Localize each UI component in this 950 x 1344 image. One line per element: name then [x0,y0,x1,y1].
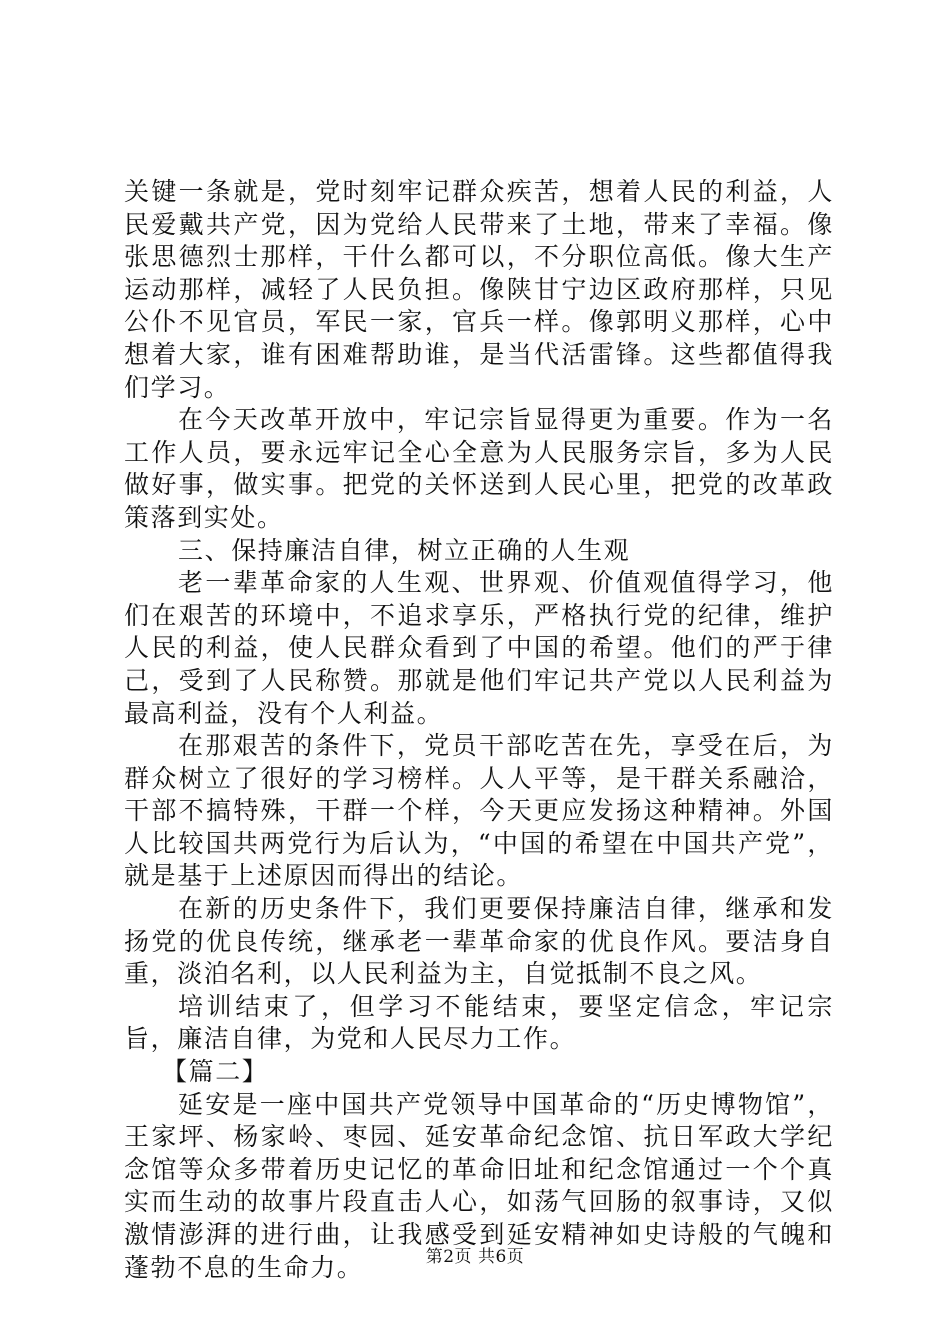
paragraph-4: 老一辈革命家的人生观、世界观、价值观值得学习，他们在艰苦的环境中，不追求享乐，严格执行党的纪律，维护人民的利益，使人民群众看到了中国的希望。他们的严于律己，受到了人民称赞。那就是他们牢记共产党以人民利益为最高利益，没有个人利益。 [124,568,834,728]
document-body [124,176,834,1284]
paragraph-9: 延安是一座中国共产党领导中国革命的“历史博物馆”，王家坪、杨家岭、枣园、延安革命纪念馆、抗日军政大学纪念馆等众多带着历史记忆的革命旧址和纪念馆通过一个个真实而生动的故事片段直击人心，如荡气回肠的叙事诗，又似激情澎湃的进行曲，让我感受到延安精神如史诗般的气魄和蓬勃不息的生命力。 [124,1089,834,1282]
page-footer [0,1242,950,1267]
paragraph-2: 在今天改革开放中，牢记宗旨显得更为重要。作为一名工作人员，要永远牢记全心全意为人民服务宗旨，多为人民做好事，做实事。把党的关怀送到人民心里，把党的改革政策落到实处。 [124,405,834,532]
paragraph-1: 关键一条就是，党时刻牢记群众疾苦，想着人民的利益，人民爱戴共产党，因为党给人民带来了土地，带来了幸福。像张思德烈士那样，干什么都可以，不分职位高低。像大生产运动那样，减轻了人民负担。像陕甘宁边区政府那样，只见公仆不见官员，军民一家，官兵一样。像郭明义那样，心中想着大家，谁有困难帮助谁，是当代活雷锋。这些都值得我们学习。 [124,177,834,402]
section-heading-part-two: 【篇二】 [162,1057,269,1087]
paragraph-5: 在那艰苦的条件下，党员干部吃苦在先，享受在后，为群众树立了很好的学习榜样。人人平等，是干群关系融洽，干部不搞特殊，干群一个样，今天更应发扬这种精神。外国人比较国共两党行为后认为，“中国的希望在中国共产党”，就是基于上述原因而得出的结论。 [124,731,834,891]
section-heading-3: 三、保持廉洁自律，树立正确的人生观 [178,535,631,565]
paragraph-7: 培训结束了，但学习不能结束，要坚定信念，牢记宗旨，廉洁自律，为党和人民尽力工作。 [124,991,834,1054]
paragraph-6: 在新的历史条件下，我们更要保持廉洁自律，继承和发扬党的优良传统，继承老一辈革命家的优良作风。要洁身自重，淡泊名利，以人民利益为主，自觉抵制不良之风。 [124,894,834,989]
page-number-label: 第2页 共6页 [425,1247,525,1267]
